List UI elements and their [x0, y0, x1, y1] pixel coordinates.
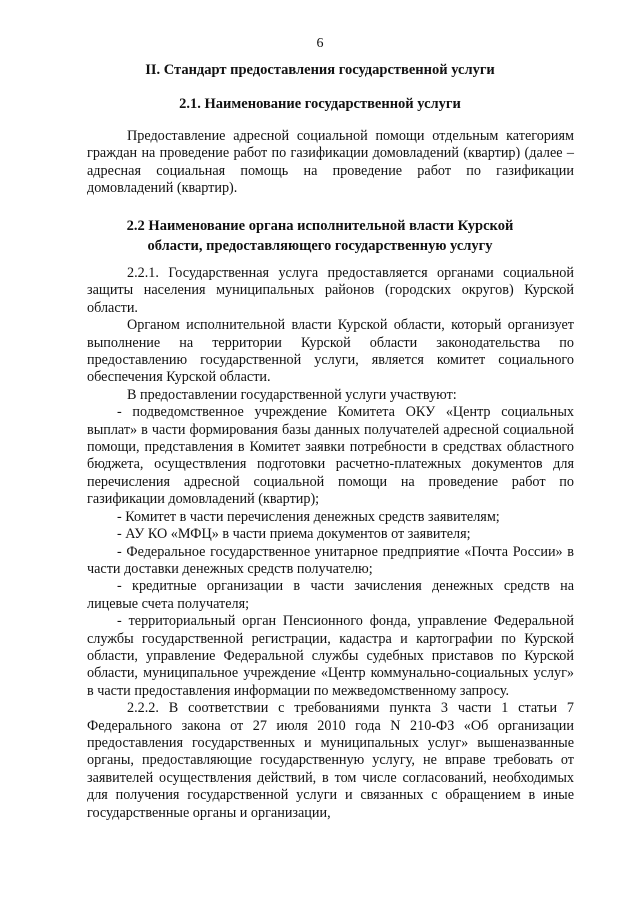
list-item-oku: - подведомственное учреждение Комитета ОКУ «Центр социальных выплат» в части формирования базы данных получателей адресной социальной помощи, представления в Комитет заявки потребности в средствах областного бюджета, осуществления подготовки расчетно-платежных документов для перечисления адресной социальной помощи на проведение работ по газификации домовладений (квартир);: [87, 404, 574, 508]
paragraph-222: 2.2.2. В соответствии с требованиями пункта 3 части 1 статьи 7 Федерального закона от 27 июля 2010 года N 210-ФЗ «Об организации предоставления государственных и муниципальных услуг» вышеназванные органы, предоставляющие государственную услугу, не вправе требовать от заявителей осуществления действий, в том числе согласований, необходимых для получения государственной услуги и связанных с обращением в иные государственные органы и организации,: [87, 700, 574, 821]
subsection-22-title: [0, 216, 640, 256]
subsection-22-title-line-2: области, предоставляющего государственную услугу: [147, 238, 493, 254]
paragraph: Предоставление адресной социальной помощи отдельным категориям граждан на проведение работ по газификации домовладений (квартир) (далее – адресная социальная помощь на проведение работ по газификации домовладений (квартир).: [87, 128, 574, 197]
subsection-22-body: [87, 265, 574, 822]
subsection-21-body: [87, 128, 574, 198]
page-number: 6: [316, 36, 324, 51]
list-item-post: - Федеральное государственное унитарное предприятие «Почта России» в части доставки денежных средств получателю;: [87, 543, 574, 577]
paragraph-executive-body: Органом исполнительной власти Курской области, который организует выполнение на территории Курской области законодательства по предоставлению государственной услуги, является комитет социального обеспечения Курской области.: [87, 317, 574, 386]
list-item-mfc: - АУ КО «МФЦ» в части приема документов от заявителя;: [117, 526, 471, 543]
subsection-22-title-line-1: 2.2 Наименование органа исполнительной власти Курской: [126, 218, 514, 234]
list-item-credit-orgs: - кредитные организации в части зачисления денежных средств на лицевые счета получателя;: [87, 578, 574, 612]
list-item-committee: - Комитет в части перечисления денежных средств заявителям;: [117, 508, 500, 525]
paragraph-participants-intro: В предоставлении государственной услуги участвуют:: [127, 386, 457, 403]
section-title: II. Стандарт предоставления государственной услуги: [145, 62, 495, 78]
paragraph-221: 2.2.1. Государственная услуга предоставляется органами социальной защиты населения муниципальных районов (городских округов) Курской области.: [87, 265, 574, 316]
list-item-territorial-bodies: - территориальный орган Пенсионного фонда, управление Федеральной службы государственной регистрации, кадастра и картографии по Курской области, управление Федеральной службы судебных приставов по Курской области, муниципальное учреждение «Центр коммунально-социальных услуг» в части предоставления информации по межведомственному запросу.: [87, 613, 574, 699]
subsection-21-title: 2.1. Наименование государственной услуги: [179, 96, 461, 112]
